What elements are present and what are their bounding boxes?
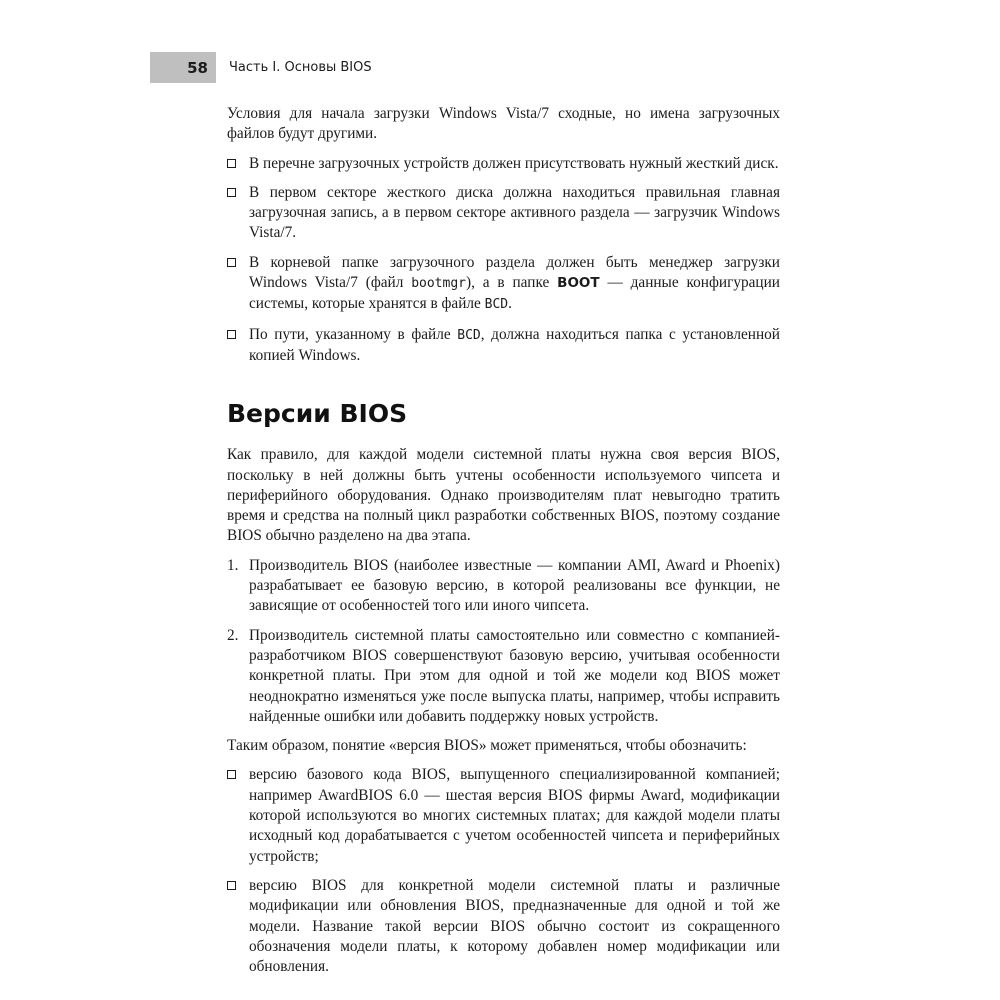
list-number: 2. (227, 626, 239, 644)
boot-conditions-list (227, 154, 780, 367)
list-item (227, 556, 780, 617)
running-head: Часть I. Основы BIOS (229, 60, 372, 75)
checkbox-bullet-icon (227, 881, 236, 890)
list-item-text: Производитель BIOS (наиболее известные — компании AMI, Award и Phoenix) разрабатывает ее базовую версию, в которой реализованы все функции, не зависящие от особенностей того или иного чипсета. (249, 556, 780, 615)
code-bcd: BCD (457, 327, 481, 343)
list-item (227, 253, 780, 316)
checkbox-bullet-icon (227, 258, 236, 267)
checkbox-bullet-icon (227, 188, 236, 197)
list-item-text (249, 254, 780, 313)
text-fragment: — данные конфигурации системы, которые хранятся в файле (249, 274, 780, 313)
summary-paragraph: Таким образом, понятие «версия BIOS» может применяться, чтобы обозначить: (227, 737, 747, 755)
list-item (227, 183, 780, 244)
text-fragment: , должна находиться папка с установленной копией Windows. (249, 325, 780, 364)
code-bootmgr: bootmgr (411, 276, 466, 292)
list-item-text: Производитель системной платы самостоятельно или совместно с компанией-разработчиком BIOS совершенствуют базовую версию, учитывая особенности конкретной платы. При этом для одной и той же модели код BIOS может неоднократно изменяться уже после выпуска платы, например, чтобы исправить найденные ошибки или добавить поддержку новых устройств. (249, 626, 780, 725)
list-number: 1. (227, 556, 239, 574)
list-item (227, 876, 780, 977)
list-item-text: В первом секторе жесткого диска должна находиться правильная главная загрузочная запись, а в первом секторе активного раздела — загрузчик Windows Vista/7. (249, 183, 780, 242)
page-number: 58 (150, 52, 216, 83)
checkbox-bullet-icon (227, 330, 236, 339)
list-item-text (249, 326, 780, 364)
list-item (227, 626, 780, 727)
folder-name-boot: BOOT (557, 275, 600, 292)
text-fragment: В корневой папке загрузочного раздела должен быть менеджер загрузки Windows Vista/7 (файл (249, 253, 780, 292)
text-fragment: ), а в папке (466, 274, 558, 292)
text-fragment: По пути, указанному в файле (249, 325, 458, 343)
stages-list (227, 556, 780, 727)
bios-version-meanings-list (227, 765, 780, 977)
text-fragment: . (508, 295, 512, 313)
code-bcd: BCD (484, 297, 509, 313)
list-item (227, 325, 780, 367)
intro-paragraph: Условия для начала загрузки Windows Vista/7 сходные, но имена загрузочных файлов будут другими. (227, 105, 780, 143)
checkbox-bullet-icon (227, 159, 236, 168)
page-content (227, 104, 780, 986)
list-item (227, 154, 780, 174)
section-heading: Версии BIOS (227, 399, 408, 429)
checkbox-bullet-icon (227, 770, 236, 779)
page-header (150, 52, 372, 83)
list-item-text: версию базового кода BIOS, выпущенного специализированной компанией; например AwardBIOS 6.0 — шестая версия BIOS фирмы Award, модификации которой используются во многих системных платах; для каждой модели платы исходный код дорабатывается с учетом особенностей чипсета и периферийных устройств; (249, 766, 780, 865)
list-item-text: В перечне загрузочных устройств должен присутствовать нужный жесткий диск. (249, 154, 779, 172)
list-item (227, 765, 780, 866)
section-intro-paragraph: Как правило, для каждой модели системной платы нужна своя версия BIOS, поскольку в ней должны быть учтены особенности используемого чипсета и периферийного оборудования. Однако производителям плат невыгодно тратить время и средства на полный цикл разработки собственных BIOS, поэтому создание BIOS обычно разделено на два этапа. (227, 446, 780, 545)
list-item-text: версию BIOS для конкретной модели системной платы и различные модификации или обновления BIOS, предназначенные для одной и той же модели. Название такой версии BIOS обычно состоит из сокращенного обозначения модели платы, к которому добавлен номер модификации или обновления. (249, 876, 780, 976)
